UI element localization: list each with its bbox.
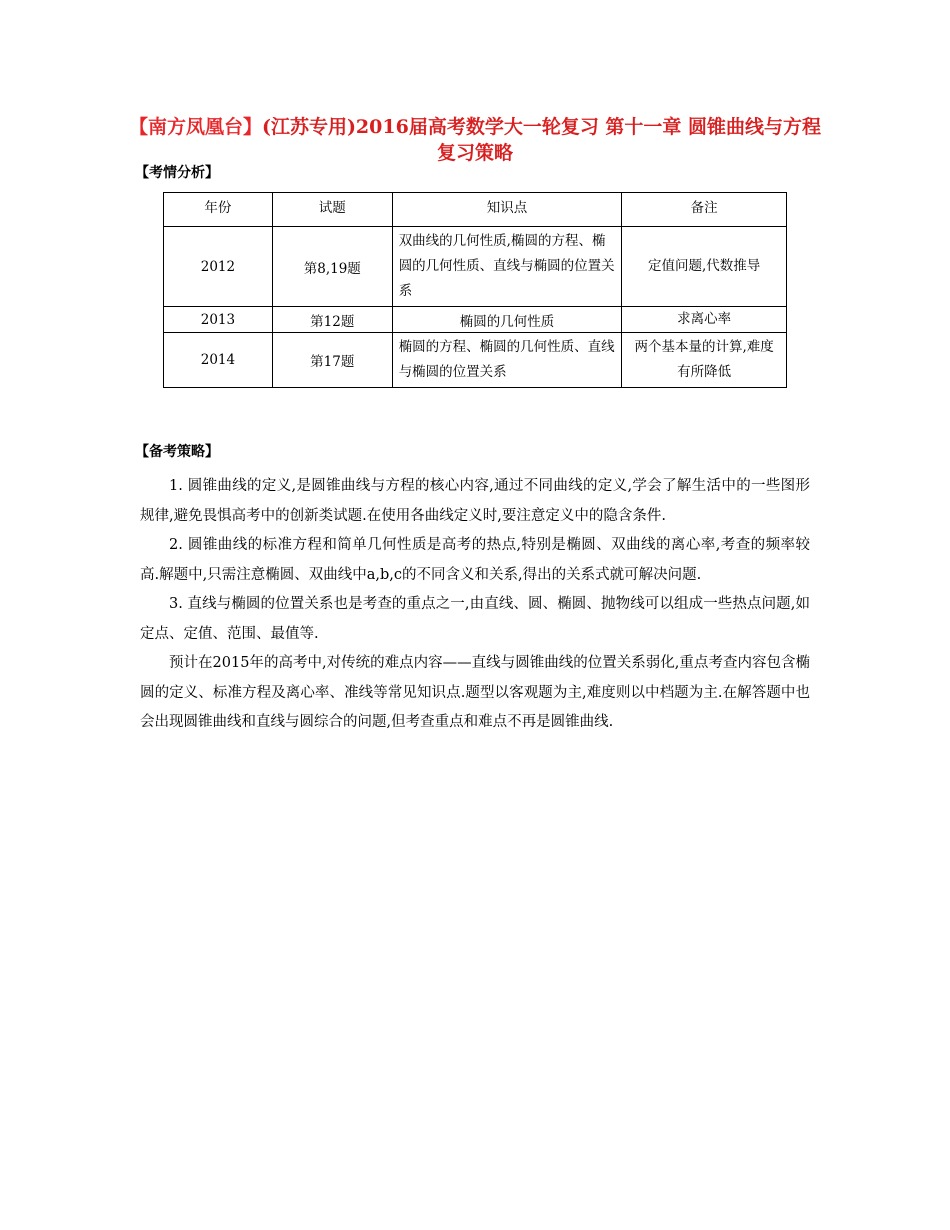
paragraph-1: 1. 圆锥曲线的定义,是圆锥曲线与方程的核心内容,通过不同曲线的定义,学会了解生活中的一些图形规律,避免畏惧高考中的创新类试题.在使用各曲线定义时,要注意定义中的隐含条件. — [140, 478, 810, 524]
header-question: 试题 — [272, 193, 392, 227]
cell-note: 定值问题,代数推导 — [622, 227, 787, 307]
cell-question: 第17题 — [272, 333, 392, 388]
cell-question: 第8,19题 — [272, 227, 392, 307]
cell-question: 第12题 — [272, 307, 392, 333]
cell-knowledge: 椭圆的方程、椭圆的几何性质、直线与椭圆的位置关系 — [392, 333, 622, 388]
strategy-body — [140, 472, 810, 738]
cell-year: 2013 — [164, 307, 273, 333]
section-heading-strategy: 【备考策略】 — [135, 444, 219, 460]
exam-analysis-table — [163, 192, 787, 388]
table-row — [164, 333, 787, 388]
cell-year: 2012 — [164, 227, 273, 307]
header-knowledge: 知识点 — [392, 193, 622, 227]
cell-year: 2014 — [164, 333, 273, 388]
paragraph-4: 预计在2015年的高考中,对传统的难点内容——直线与圆锥曲线的位置关系弱化,重点考查内容包含椭圆的定义、标准方程及离心率、准线等常见知识点.题型以客观题为主,难度则以中档题为主.在解答题中也会出现圆锥曲线和直线与圆综合的问题,但考查重点和难点不再是圆锥曲线. — [140, 655, 810, 730]
header-year: 年份 — [164, 193, 273, 227]
paragraph-3: 3. 直线与椭圆的位置关系也是考查的重点之一,由直线、圆、椭圆、抛物线可以组成一些热点问题,如定点、定值、范围、最值等. — [140, 596, 810, 642]
section-heading-analysis: 【考情分析】 — [135, 165, 219, 181]
table-header-row — [164, 193, 787, 227]
cell-note: 求离心率 — [622, 307, 787, 333]
table-row — [164, 227, 787, 307]
cell-note: 两个基本量的计算,难度有所降低 — [622, 333, 787, 388]
cell-knowledge: 双曲线的几何性质,椭圆的方程、椭圆的几何性质、直线与椭圆的位置关系 — [392, 227, 622, 307]
cell-knowledge: 椭圆的几何性质 — [392, 307, 622, 333]
paragraph-2: 2. 圆锥曲线的标准方程和简单几何性质是高考的热点,特别是椭圆、双曲线的离心率,考查的频率较高.解题中,只需注意椭圆、双曲线中a,b,c的不同含义和关系,得出的关系式就可解决问题. — [140, 537, 810, 583]
title-text: (江苏专用)2016届高考数学大一轮复习 第十一章 圆锥曲线与方程复习策略 — [261, 116, 822, 164]
table-row — [164, 307, 787, 333]
title-brand: 【南方凤凰台】 — [128, 116, 262, 138]
header-note: 备注 — [622, 193, 787, 227]
document-title — [120, 114, 830, 166]
